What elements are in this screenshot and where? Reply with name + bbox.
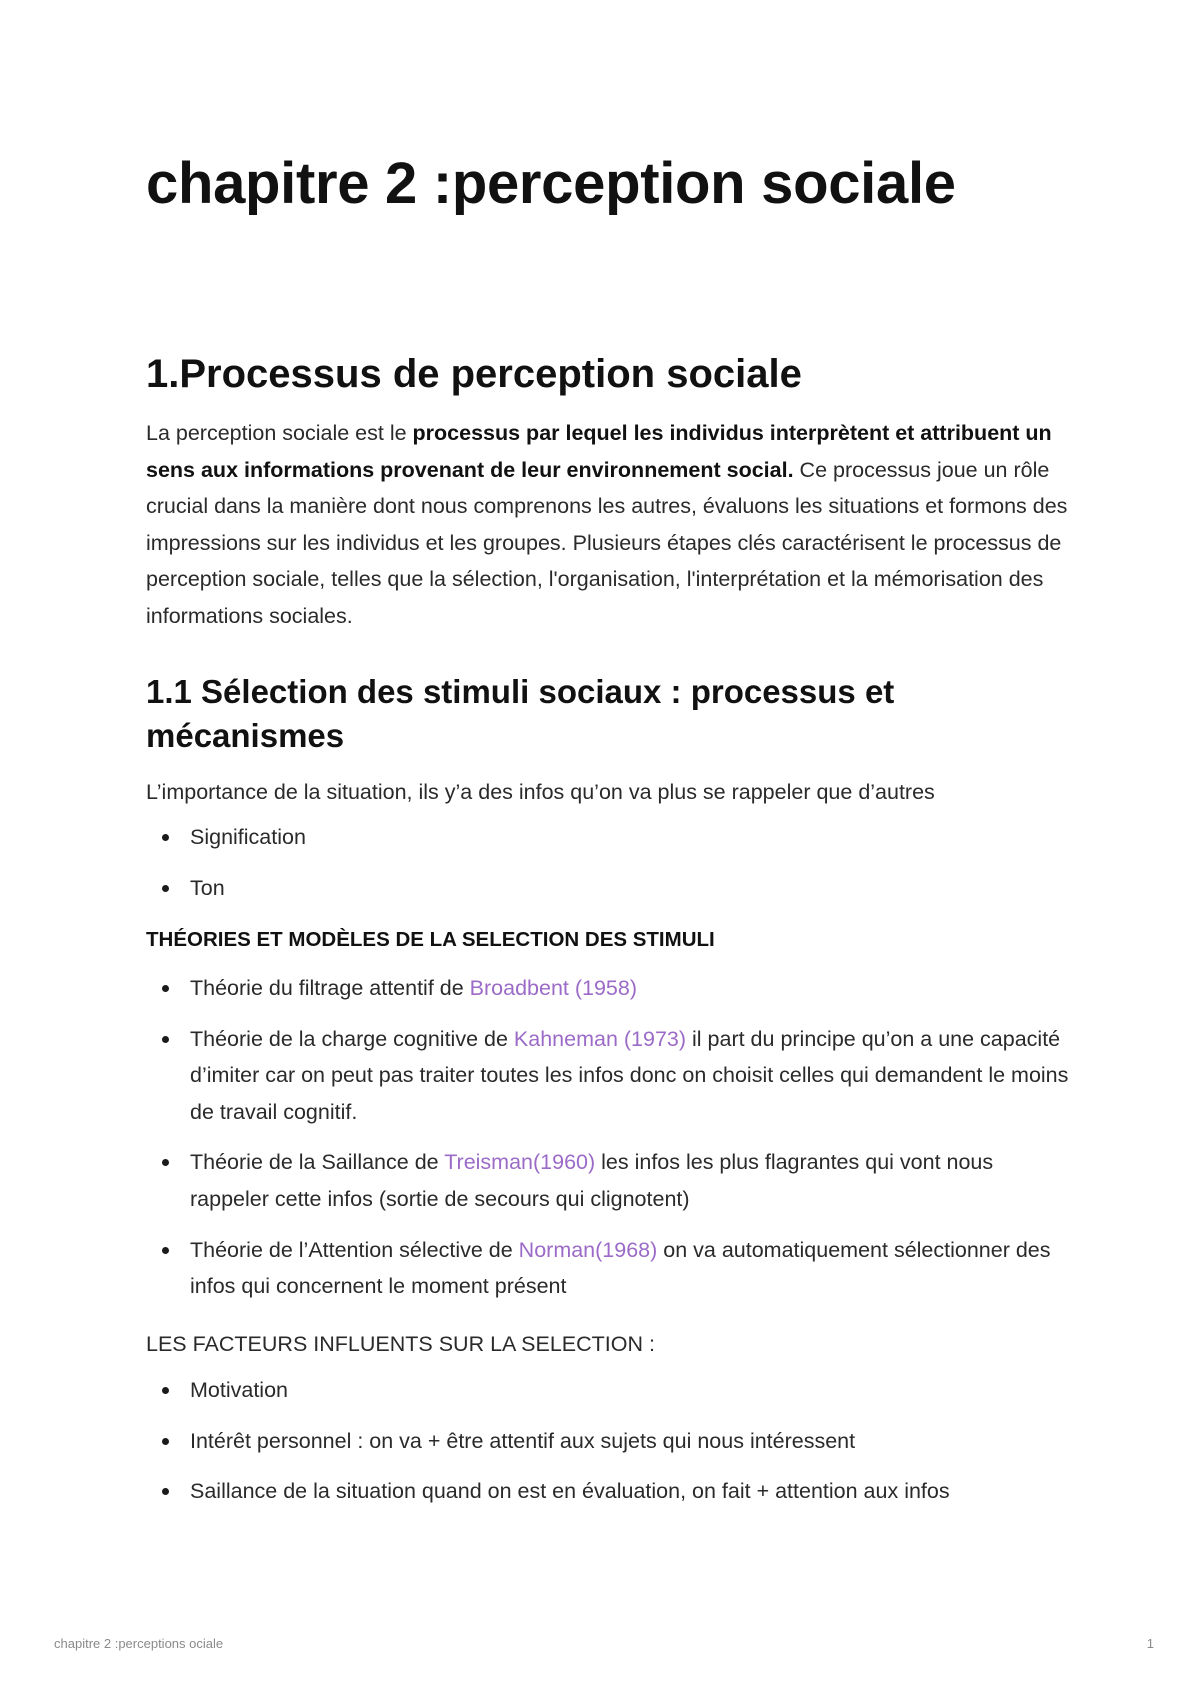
factors-heading: LES FACTEURS INFLUENTS SUR LA SELECTION : xyxy=(146,1332,655,1356)
list-item xyxy=(146,1021,1076,1131)
intro-bold: processus par lequel les individus interprètent et attribuent un sens aux informations provenant de leur environnement social. xyxy=(146,421,1052,482)
intro-lead: La perception sociale est le xyxy=(146,421,413,445)
theory-text: il part du principe qu’on a une capacité d’imiter car on peut pas traiter toutes les infos donc on choisit celles qui demandent le moins de travail cognitif. xyxy=(190,1026,1069,1124)
theory-text: on va automatiquement sélectionner des infos qui concernent le moment présent xyxy=(190,1237,1051,1299)
theories-list xyxy=(146,970,1076,1319)
theory-text: Théorie de la charge cognitive de xyxy=(190,1026,514,1051)
section-heading-1-1: 1.1 Sélection des stimuli sociaux : processus et mécanismes xyxy=(146,673,895,754)
list-item: Ton xyxy=(146,870,1076,907)
intro-rest: Ce processus joue un rôle crucial dans la manière dont nous comprenons les autres, évaluons les situations et formons des impressions sur les individus et les groupes. Plusieurs étapes clés caractérisent le processus de perception sociale, telles que la sélection, l'organisation, l'interprétation et la mémorisation des informations sociales. xyxy=(146,457,1068,628)
list-item: Signification xyxy=(146,819,1076,856)
factors-list xyxy=(146,1372,1076,1524)
intro-paragraph xyxy=(146,415,1076,635)
situation-paragraph: L’importance de la situation, ils y’a des infos qu’on va plus se rappeler que d’autres xyxy=(146,780,935,804)
theory-text: les infos les plus flagrantes qui vont nous rappeler cette infos (sortie de secours qui clignotent) xyxy=(190,1150,994,1211)
footer-document-name: chapitre 2 :perceptions ociale xyxy=(54,1636,224,1651)
page-title: chapitre 2 :perception sociale xyxy=(146,151,956,216)
theory-text: Théorie du filtrage attentif de xyxy=(190,976,470,1000)
theories-heading: THÉORIES ET MODÈLES DE LA SELECTION DES STIMULI xyxy=(146,928,715,951)
list-item xyxy=(146,1144,1076,1217)
citation-link[interactable]: Norman(1968) xyxy=(518,1237,658,1262)
theory-text: Théorie de l’Attention sélective de xyxy=(190,1237,519,1262)
section-heading-1: 1.Processus de perception sociale xyxy=(146,352,802,396)
list-item: Intérêt personnel : on va + être attentif aux sujets qui nous intéressent xyxy=(146,1423,1076,1460)
list-item: Motivation xyxy=(146,1372,1076,1409)
citation-link[interactable]: Broadbent (1958) xyxy=(469,976,638,1000)
footer-page-number: 1 xyxy=(1146,1636,1154,1651)
theory-text: Théorie de la Saillance de xyxy=(190,1150,445,1175)
importance-list xyxy=(146,819,1076,920)
citation-link[interactable]: Treisman(1960) xyxy=(444,1150,596,1175)
list-item: Saillance de la situation quand on est en évaluation, on fait + attention aux infos xyxy=(146,1473,1076,1510)
citation-link[interactable]: Kahneman (1973) xyxy=(513,1026,687,1051)
list-item xyxy=(146,970,1076,1007)
list-item xyxy=(146,1232,1076,1305)
